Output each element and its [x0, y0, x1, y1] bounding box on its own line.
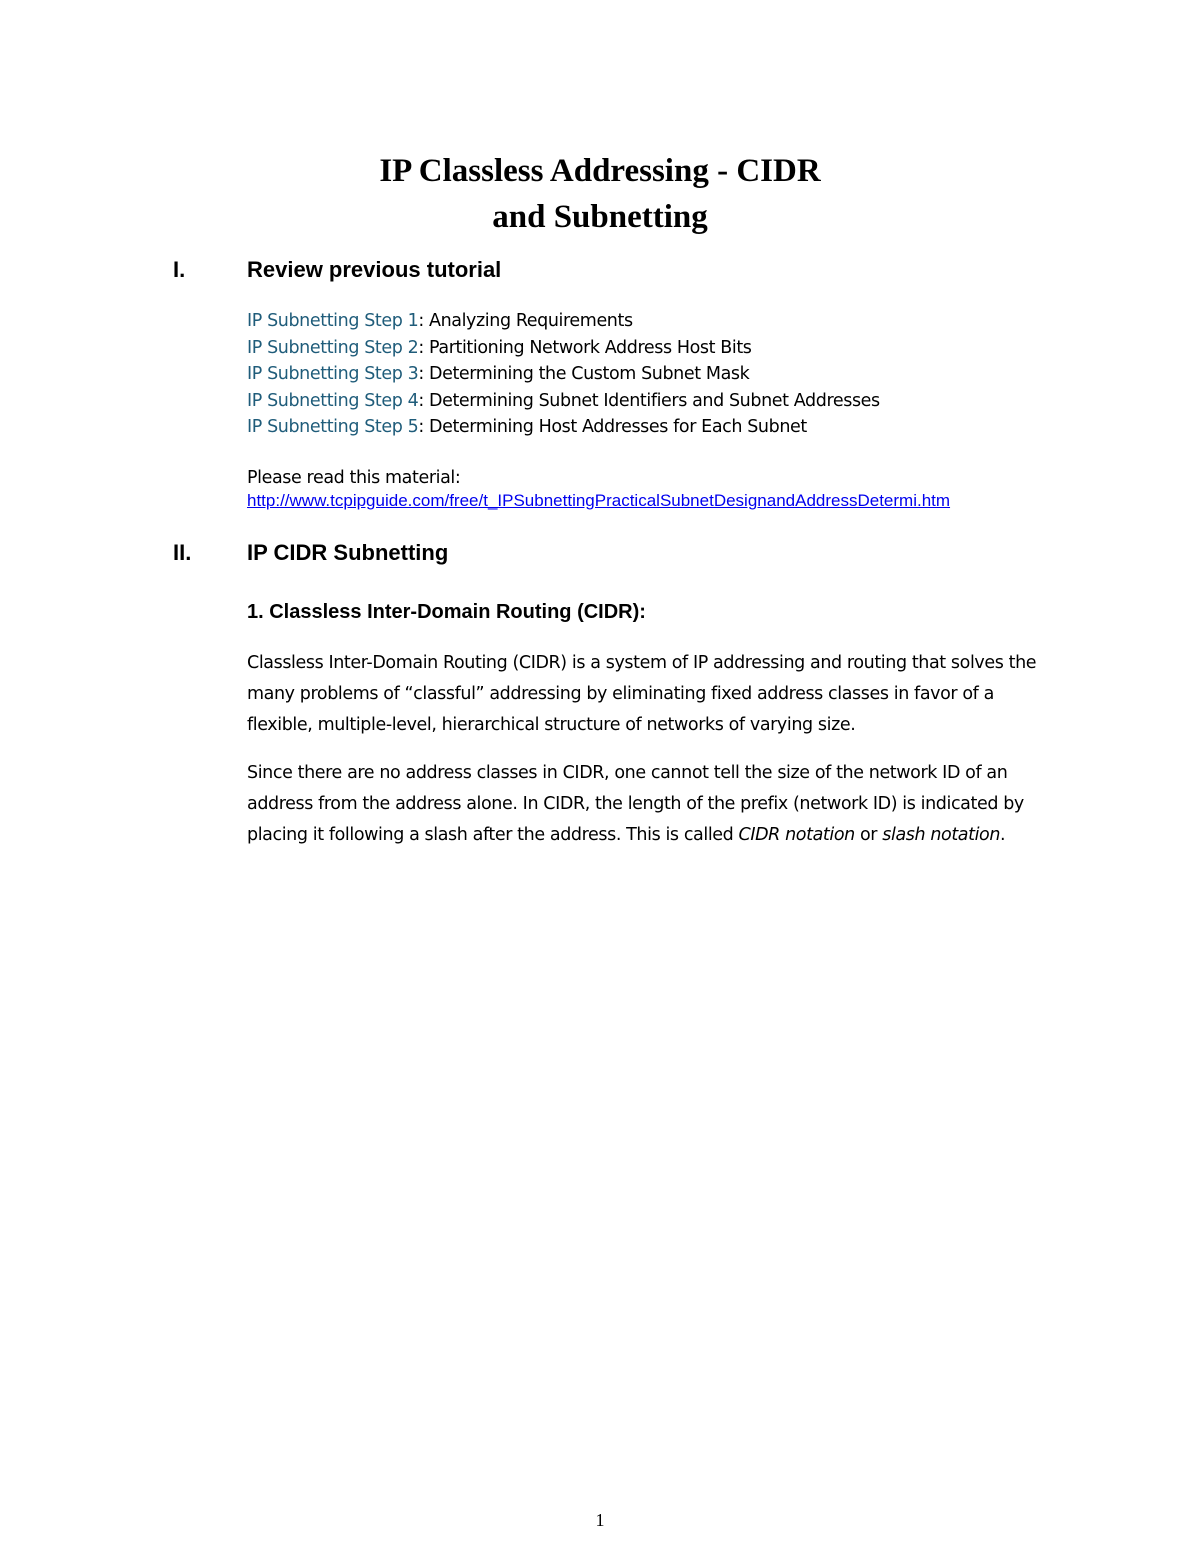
- cidr-subheading: 1. Classless Inter-Domain Routing (CIDR):: [247, 601, 646, 623]
- list-item: [247, 414, 880, 441]
- step-5-link[interactable]: IP Subnetting Step 5: [247, 417, 419, 437]
- page-number: 1: [595, 1510, 605, 1530]
- document-title-line-2: and Subnetting: [492, 199, 708, 235]
- step-2-link[interactable]: IP Subnetting Step 2: [247, 337, 419, 358]
- reading-note: Please read this material:: [247, 468, 461, 488]
- step-3-description: : Determining the Custom Subnet Mask: [418, 364, 750, 384]
- step-1-description: : Analyzing Requirements: [418, 311, 633, 331]
- cidr-notation-term: CIDR notation: [738, 825, 855, 845]
- subnetting-steps-list: [247, 308, 880, 441]
- list-item: [247, 361, 880, 388]
- section-1-title: Review previous tutorial: [247, 257, 502, 282]
- tcpipguide-link[interactable]: http://www.tcpipguide.com/free/t_IPSubnettingPracticalSubnetDesignandAddressDetermi.htm: [247, 491, 951, 510]
- section-2-title: IP CIDR Subnetting: [247, 540, 449, 565]
- step-1-link[interactable]: IP Subnetting Step 1: [247, 311, 419, 331]
- step-4-description: : Determining Subnet Identifiers and Subnet Addresses: [418, 390, 880, 411]
- cidr-definition-paragraph: Classless Inter-Domain Routing (CIDR) is a system of IP addressing and routing that solves the many problems of “classful” addressing by eliminating fixed address classes in favor of a flexible, multiple-level, hierarchical structure of networks of varying size.: [247, 653, 1037, 735]
- step-2-description: : Partitioning Network Address Host Bits: [418, 337, 752, 358]
- list-item: [247, 335, 880, 362]
- section-2-number: II.: [173, 540, 192, 565]
- cidr-notation-paragraph: [247, 758, 1047, 851]
- list-item: [247, 388, 880, 415]
- step-5-description: : Determining Host Addresses for Each Subnet: [418, 417, 807, 437]
- step-3-link[interactable]: IP Subnetting Step 3: [247, 364, 419, 384]
- section-1-number: I.: [173, 257, 186, 282]
- slash-notation-term: slash notation: [882, 825, 1001, 845]
- list-item: [247, 308, 880, 335]
- step-4-link[interactable]: IP Subnetting Step 4: [247, 390, 419, 411]
- document-title-line-1: IP Classless Addressing - CIDR: [379, 153, 821, 189]
- paragraph-text: Since there are no address classes in CIDR, one cannot tell the size of the network ID of an address from the address alone. In CIDR, the length of the prefix (network ID) is indicated by placing it following a slash after the address. This is called: [247, 763, 1024, 845]
- paragraph-text: or: [854, 825, 883, 845]
- paragraph-text: .: [1000, 825, 1006, 845]
